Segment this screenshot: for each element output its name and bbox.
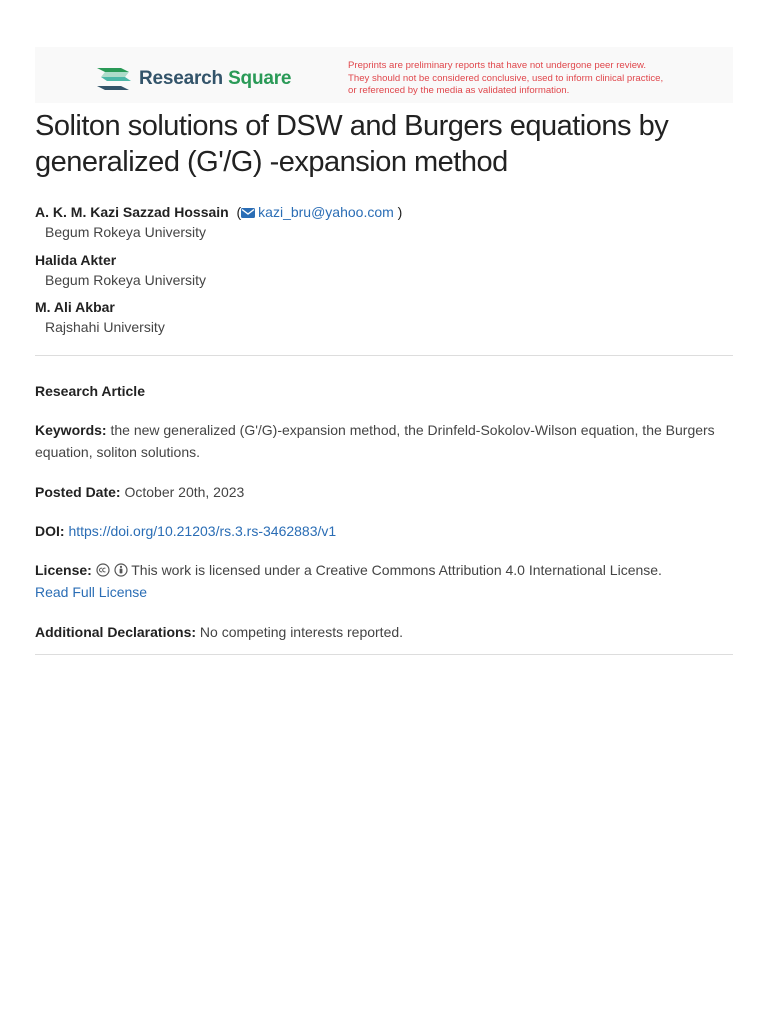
posted-date-label: Posted Date: [35, 484, 121, 500]
author-name: Halida Akter [35, 251, 117, 268]
preprint-disclaimer [348, 60, 728, 98]
author-email-link[interactable] [241, 204, 394, 220]
article-type [35, 380, 725, 402]
author-name: M. Ali Akbar [35, 299, 115, 315]
declarations-value: No competing interests reported. [199, 624, 404, 640]
declarations-label: Additional Declarations: [35, 624, 197, 640]
license-block [35, 559, 725, 603]
logo-word-research: Research [139, 68, 223, 89]
author-email: kazi_bru@yahoo.com [258, 204, 394, 220]
article-type-label: Research Article [35, 383, 145, 399]
author-entry [35, 250, 735, 298]
preprint-banner [35, 47, 733, 103]
doi-link[interactable]: https://doi.org/10.21203/rs.3.rs-3462883/v1 [68, 523, 337, 539]
author-entry [35, 202, 735, 250]
posted-date-block [35, 481, 725, 503]
keywords-value: the new generalized (G'/G)-expansion method, the Drinfeld-Sokolov-Wilson equation, the Burgers equation, soliton solutions. [35, 422, 715, 460]
disclaimer-line: or referenced by the media as validated information. [348, 85, 570, 97]
author-affiliation: Begum Rokeya University [45, 224, 207, 240]
read-full-license-link[interactable]: Read Full License [35, 584, 148, 600]
logo-wordmark [139, 68, 291, 90]
cc-icon [96, 563, 110, 577]
logo-word-square: Square [228, 68, 292, 89]
research-square-logo[interactable] [95, 65, 291, 93]
license-label: License: [35, 562, 92, 578]
doi-label: DOI: [35, 523, 65, 539]
envelope-icon [241, 208, 255, 218]
author-name-line [35, 202, 735, 222]
author-name: A. K. M. Kazi Sazzad Hossain [35, 204, 229, 220]
author-affiliation: Rajshahi University [45, 319, 165, 335]
research-square-logo-icon [95, 65, 133, 93]
paper-title: Soliton solutions of DSW and Burgers equations by generalized (G'/G) -expansion method [35, 110, 669, 178]
license-text: This work is licensed under a Creative Commons Attribution 4.0 International License. [131, 562, 662, 578]
author-email-wrap: ( kazi_bru@yahoo.com ) [236, 204, 403, 220]
divider-top [35, 355, 733, 356]
author-affiliation: Begum Rokeya University [45, 271, 207, 288]
divider-bottom [35, 654, 733, 655]
keywords-label: Keywords: [35, 422, 107, 438]
disclaimer-line: Preprints are preliminary reports that have not undergone peer review. [348, 60, 647, 71]
disclaimer-line: They should not be considered conclusive, used to inform clinical practice, [348, 72, 664, 84]
keywords-block [35, 419, 725, 463]
doi-block [35, 520, 725, 542]
by-attribution-icon [114, 563, 128, 577]
declarations-block [35, 621, 725, 643]
posted-date-value: October 20th, 2023 [124, 484, 245, 500]
author-entry [35, 297, 735, 345]
author-list [35, 202, 735, 345]
